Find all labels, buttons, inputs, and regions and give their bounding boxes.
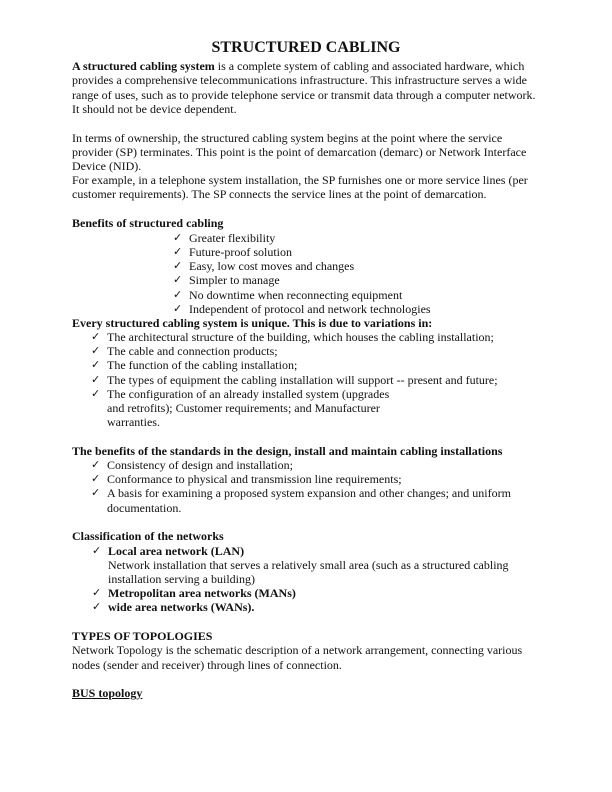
benefits-heading: Benefits of structured cabling bbox=[72, 216, 224, 230]
ownership-line: Device (NID). bbox=[72, 159, 142, 173]
unique-heading: Every structured cabling system is unique. This is due to variations in: bbox=[72, 316, 433, 330]
list-item: Consistency of design and installation; bbox=[107, 458, 293, 472]
lan-item: Local area network (LAN) bbox=[108, 544, 245, 558]
check-icon: ✓ bbox=[92, 601, 102, 613]
check-icon: ✓ bbox=[173, 289, 183, 301]
check-icon: ✓ bbox=[91, 388, 101, 400]
check-icon: ✓ bbox=[91, 359, 101, 371]
man-item: Metropolitan area networks (MANs) bbox=[108, 586, 296, 600]
topologies-line: Network Topology is the schematic description of a network arrangement, connecting various bbox=[72, 643, 523, 657]
check-icon: ✓ bbox=[91, 374, 101, 386]
list-item: The function of the cabling installation; bbox=[107, 358, 298, 372]
intro-line: range of uses, such as to provide telephone service or transmit data through a computer network. bbox=[72, 88, 536, 102]
list-item: The architectural structure of the building, which houses the cabling installation; bbox=[107, 330, 494, 344]
check-icon: ✓ bbox=[91, 487, 101, 499]
list-item: A basis for examining a proposed system expansion and other changes; and uniform bbox=[107, 486, 511, 500]
check-icon: ✓ bbox=[173, 232, 183, 244]
check-icon: ✓ bbox=[91, 473, 101, 485]
check-icon: ✓ bbox=[91, 459, 101, 471]
ownership-line: In terms of ownership, the structured cabling system begins at the point where the service bbox=[72, 131, 503, 145]
check-icon: ✓ bbox=[173, 274, 183, 286]
check-icon: ✓ bbox=[92, 545, 102, 557]
list-item: The cable and connection products; bbox=[107, 344, 278, 358]
ownership-line: For example, in a telephone system installation, the SP furnishes one or more service lines (per bbox=[72, 173, 528, 187]
lan-description: Network installation that serves a relatively small area (such as a structured cabling bbox=[108, 558, 509, 572]
intro-line: It should not be device dependent. bbox=[72, 102, 237, 116]
page-title: STRUCTURED CABLING bbox=[211, 39, 401, 56]
check-icon: ✓ bbox=[173, 260, 183, 272]
intro-line: A structured cabling system is a complete system of cabling and associated hardware, which bbox=[72, 59, 525, 73]
intro-lead: A structured cabling system bbox=[72, 59, 215, 73]
list-item: No downtime when reconnecting equipment bbox=[189, 288, 403, 302]
list-item: Conformance to physical and transmission line requirements; bbox=[107, 472, 402, 486]
check-icon: ✓ bbox=[91, 331, 101, 343]
ownership-line: customer requirements). The SP connects the service lines at the point of demarcation. bbox=[72, 187, 487, 201]
list-item: Greater flexibility bbox=[189, 231, 276, 245]
classification-heading: Classification of the networks bbox=[72, 529, 224, 543]
unique-continuation: warranties. bbox=[107, 415, 160, 429]
standards-heading: The benefits of the standards in the design, install and maintain cabling installations bbox=[72, 444, 503, 458]
check-icon: ✓ bbox=[173, 246, 183, 258]
check-icon: ✓ bbox=[91, 345, 101, 357]
standards-continuation: documentation. bbox=[107, 501, 182, 515]
topologies-heading: TYPES OF TOPOLOGIES bbox=[72, 629, 213, 643]
ownership-line: provider (SP) terminates. This point is the point of demarcation (demarc) or Network Interface bbox=[72, 145, 527, 159]
bus-topology-heading: BUS topology bbox=[72, 686, 143, 700]
wan-item: wide area networks (WANs). bbox=[108, 600, 255, 614]
unique-continuation: and retrofits); Customer requirements; and Manufacturer bbox=[107, 401, 380, 415]
list-item: Simpler to manage bbox=[189, 273, 280, 287]
intro-line: provides a comprehensive telecommunications infrastructure. This infrastructure serves a wide bbox=[72, 73, 527, 87]
list-item: Easy, low cost moves and changes bbox=[189, 259, 355, 273]
lan-description: installation serving a building) bbox=[108, 572, 255, 586]
list-item: Future-proof solution bbox=[189, 245, 292, 259]
list-item: Independent of protocol and network technologies bbox=[189, 302, 431, 316]
list-item: The configuration of an already installed system (upgrades bbox=[107, 387, 390, 401]
list-item: The types of equipment the cabling installation will support -- present and future; bbox=[107, 373, 498, 387]
check-icon: ✓ bbox=[173, 303, 183, 315]
check-icon: ✓ bbox=[92, 587, 102, 599]
topologies-line: nodes (sender and receiver) through lines of connection. bbox=[72, 658, 342, 672]
